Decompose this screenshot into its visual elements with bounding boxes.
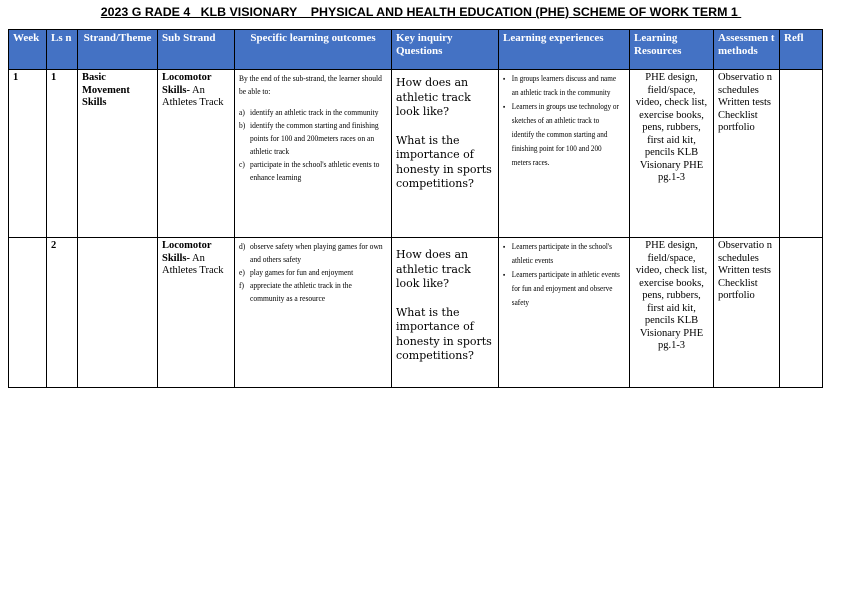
cell-experiences: [499, 238, 630, 388]
cell-resources: PHE design, field/space, video, check list, exercise books, pens, rubbers, first aid kit, pencils KLB Visionary PHE pg.1-3: [630, 238, 714, 388]
header-sub-strand: Sub Strand: [158, 30, 235, 70]
cell-week: [9, 238, 47, 388]
header-reflection: Refl: [780, 30, 823, 70]
sub-strand-title: Locomotor Skills-: [162, 240, 212, 264]
inquiry-question: How does an athletic track look like?: [396, 76, 471, 118]
cell-lesson: 2: [47, 238, 78, 388]
header-week: Week: [9, 30, 47, 70]
cell-experiences: [499, 70, 630, 238]
experience-item: ▪ Learners participate in athletic events for fun and enjoyment and observe safety: [503, 270, 620, 307]
sub-strand-text: An Athletes Track: [162, 84, 224, 108]
experience-item: ▪ Learners in groups use technology or sketches of an athletic track to identify the common starting and finishing point for 100 and 200 meters races.: [503, 102, 619, 167]
header-assessment: Assessmen t methods: [714, 30, 780, 70]
cell-outcomes: [235, 70, 392, 238]
header-row: [9, 30, 823, 70]
cell-reflection[interactable]: [780, 238, 823, 388]
outcome-item: b) identify the common starting and finishing points for 100 and 200meters races on an athletic track: [239, 121, 379, 156]
header-lesson: Ls n: [47, 30, 78, 70]
cell-assessment: Observatio n schedules Written tests Checklist portfolio: [714, 238, 780, 388]
outcome-item: f) appreciate the athletic track in the community as a resource: [239, 281, 352, 303]
outcomes-intro: By the end of the sub-strand, the learner should be able to:: [239, 74, 382, 96]
cell-lesson: 1: [47, 70, 78, 238]
outcome-item: c) participate in the school's athletic events to enhance learning: [239, 160, 380, 182]
header-resources: Learning Resources: [630, 30, 714, 70]
inquiry-question: What is the importance of honesty in sports competitions?: [396, 305, 492, 362]
cell-outcomes: [235, 238, 392, 388]
document-title: 2023 G RADE 4 KLB VISIONARY PHYSICAL AND HEALTH EDUCATION (PHE) SCHEME OF WORK TERM 1: [100, 5, 742, 19]
cell-sub-strand: [158, 238, 235, 388]
experience-item: ▪ Learners participate in the school's athletic events: [503, 242, 612, 265]
inquiry-question: How does an athletic track look like?: [396, 248, 471, 290]
cell-sub-strand: [158, 70, 235, 238]
sub-strand-title: Locomotor Skills-: [162, 72, 212, 96]
scheme-of-work-table: [8, 29, 823, 388]
header-strand: Strand/Theme: [78, 30, 158, 70]
header-inquiry: Key inquiry Questions: [392, 30, 499, 70]
cell-inquiry: [392, 238, 499, 388]
table-row: [9, 238, 823, 388]
outcome-item: d) observe safety when playing games for own and others safety: [239, 242, 383, 264]
outcome-item: a) identify an athletic track in the community: [239, 108, 379, 117]
cell-strand: Basic Movement Skills: [78, 70, 158, 238]
outcome-item: e) play games for fun and enjoyment: [239, 268, 354, 277]
cell-week: 1: [9, 70, 47, 238]
cell-strand: [78, 238, 158, 388]
experience-item: ▪ In groups learners discuss and name an athletic track in the community: [503, 74, 617, 97]
header-outcomes: Specific learning outcomes: [235, 30, 392, 70]
header-experiences: Learning experiences: [499, 30, 630, 70]
sub-strand-text: An Athletes Track: [162, 252, 224, 276]
cell-inquiry: [392, 70, 499, 238]
cell-resources: PHE design, field/space, video, check list, exercise books, pens, rubbers, first aid kit, pencils KLB Visionary PHE pg.1-3: [630, 70, 714, 238]
cell-assessment: Observatio n schedules Written tests Checklist portfolio: [714, 70, 780, 238]
table-row: [9, 70, 823, 238]
cell-reflection[interactable]: [780, 70, 823, 238]
inquiry-question: What is the importance of honesty in sports competitions?: [396, 133, 492, 190]
